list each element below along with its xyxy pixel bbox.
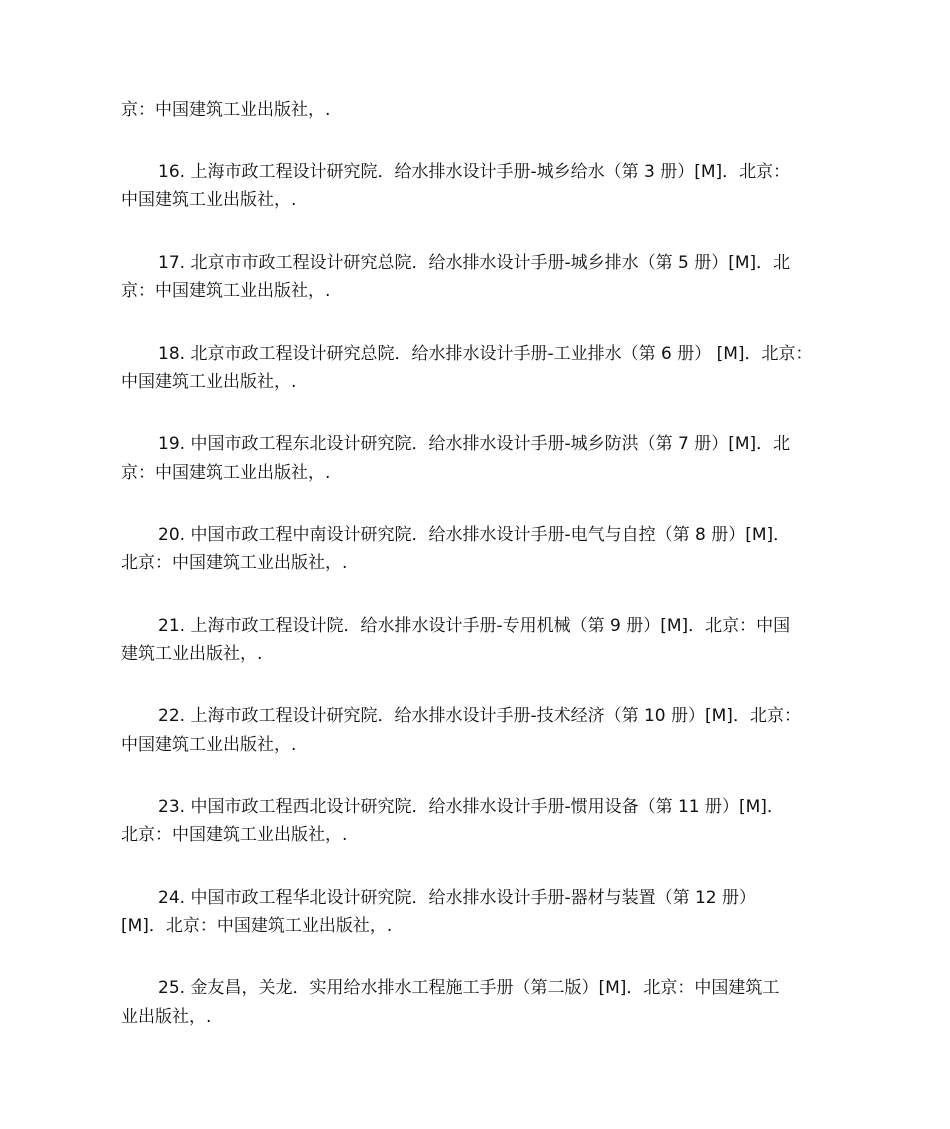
reference-19-line1: 19. 中国市政工程东北设计研究院．给水排水设计手册-城乡防洪（第 7 册）[M]．北 — [158, 434, 791, 454]
reference-23-line1: 23. 中国市政工程西北设计研究院．给水排水设计手册-惯用设备（第 11 册）[M]． — [158, 797, 784, 817]
reference-24-line2: [M]．北京：中国建筑工业出版社，. — [121, 916, 393, 936]
reference-21-line1: 21. 上海市政工程设计院．给水排水设计手册-专用机械（第 9 册）[M]．北京：中国 — [158, 616, 791, 636]
reference-17-line1: 17. 北京市市政工程设计研究总院．给水排水设计手册-城乡排水（第 5 册）[M]．北 — [158, 253, 791, 273]
reference-25-line2: 业出版社，. — [121, 1007, 212, 1027]
reference-18-line2: 中国建筑工业出版社，. — [121, 372, 297, 392]
reference-20-line1: 20. 中国市政工程中南设计研究院．给水排水设计手册-电气与自控（第 8 册）[M]． — [158, 525, 791, 545]
reference-23-line2: 北京：中国建筑工业出版社，. — [121, 825, 348, 845]
reference-17-line2: 京：中国建筑工业出版社，. — [121, 281, 331, 301]
reference-19-line2: 京：中国建筑工业出版社，. — [121, 463, 331, 483]
reference-18-line1: 18. 北京市政工程设计研究总院．给水排水设计手册-工业排水（第 6 册） [M]．北京： — [158, 344, 813, 364]
reference-21-line2: 建筑工业出版社，. — [121, 644, 263, 664]
reference-16-line1: 16. 上海市政工程设计研究院．给水排水设计手册-城乡给水（第 3 册）[M]．北京： — [158, 162, 791, 182]
reference-25-line1: 25. 金友昌，关龙．实用给水排水工程施工手册（第二版）[M]．北京：中国建筑工 — [158, 978, 780, 998]
reference-16-line2: 中国建筑工业出版社，. — [121, 190, 297, 210]
reference-24-line1: 24. 中国市政工程华北设计研究院．给水排水设计手册-器材与装置（第 12 册） — [158, 888, 757, 908]
reference-22-line1: 22. 上海市政工程设计研究院．给水排水设计手册-技术经济（第 10 册）[M]．北京： — [158, 706, 801, 726]
continuation-line: 京：中国建筑工业出版社，. — [121, 100, 331, 120]
reference-22-line2: 中国建筑工业出版社，. — [121, 735, 297, 755]
reference-20-line2: 北京：中国建筑工业出版社，. — [121, 553, 348, 573]
